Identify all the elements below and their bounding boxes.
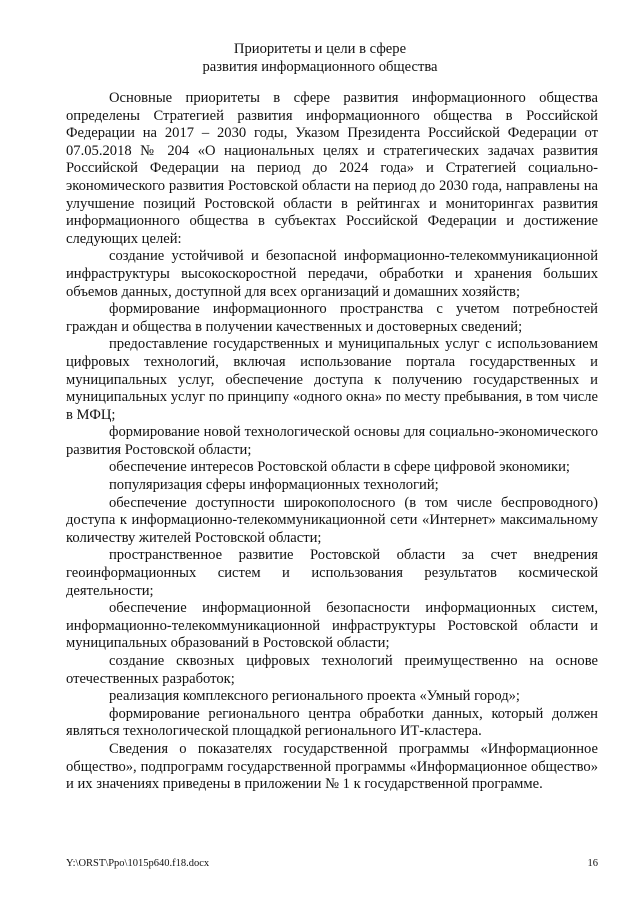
closing-paragraph: Сведения о показателях государственной программы «Информационное общество», подпрограмм государственной программы «Информационное общество» и их значениях приведены в приложении № 1 к государственной программе. [66, 740, 598, 793]
section-title-line-1: Приоритеты и цели в сфере [233, 41, 407, 57]
footer-file-path: Y:\ORST\Ppo\1015p640.f18.docx [66, 858, 210, 869]
goal-paragraph: создание устойчивой и безопасной информационно-телекоммуникационной инфраструктуры высокоскоростной передачи, обработки и хранения больших объемов данных, доступной для всех организаций и домашних хозяйств; [66, 248, 598, 300]
goal-paragraph: популяризация сферы информационных технологий; [109, 477, 439, 494]
goal-paragraph: предоставление государственных и муниципальных услуг с использованием цифровых технологий, включая использование портала государственных и муниципальных услуг, обеспечение доступа к получению государственных и муниципальных услуг по принципу «одного окна» по месту пребывания, в том числе в МФЦ; [66, 336, 598, 423]
goal-paragraph: обеспечение информационной безопасности информационных систем, информационно-телекоммуникационной инфраструктуры Ростовской области и муниципальных образований в Ростовской области; [66, 600, 598, 652]
goal-paragraph: обеспечение интересов Ростовской области в сфере цифровой экономики; [109, 459, 570, 476]
goal-paragraph: реализация комплексного регионального проекта «Умный город»; [109, 688, 520, 705]
goal-paragraph: формирование информационного пространства с учетом потребностей граждан и общества в получении качественных и достоверных сведений; [66, 301, 598, 335]
goal-paragraph: формирование регионального центра обработки данных, который должен являться технологической площадкой регионального ИТ-кластера. [66, 705, 598, 740]
footer-page-number: 16 [587, 858, 598, 869]
goal-paragraph: создание сквозных цифровых технологий преимущественно на основе отечественных разработок; [66, 653, 598, 687]
intro-paragraph: Основные приоритеты в сфере развития информационного общества определены Стратегией развития информационного общества в Российской Федерации на 2017 – 2030 годы, Указом Президента Российской Федерации от 07.05.2018 № 204 «О национальных целях и стратегических задачах развития Российской Федерации на период до 2024 года» и Стратегией социально-экономического развития Ростовской области на период до 2030 года, направлены на улучшение позиций Ростовской области в рейтингах и мониторингах развития информационного общества в субъектах Российской Федерации и достижение следующих целей: [66, 90, 598, 247]
section-title-line-2: развития информационного общества [202, 59, 438, 75]
goal-paragraph: формирование новой технологической основы для социально-экономического развития Ростовской области; [66, 424, 598, 458]
goal-paragraph: пространственное развитие Ростовской области за счет внедрения геоинформационных систем и использования результатов космической деятельности; [66, 547, 598, 599]
section-title [0, 40, 640, 76]
goal-paragraph: обеспечение доступности широкополосного (в том числе беспроводного) доступа к информационно-телекоммуникационной сети «Интернет» максимальному количеству жителей Ростовской области; [66, 494, 598, 546]
document-body [66, 90, 598, 794]
page-footer [66, 858, 598, 870]
